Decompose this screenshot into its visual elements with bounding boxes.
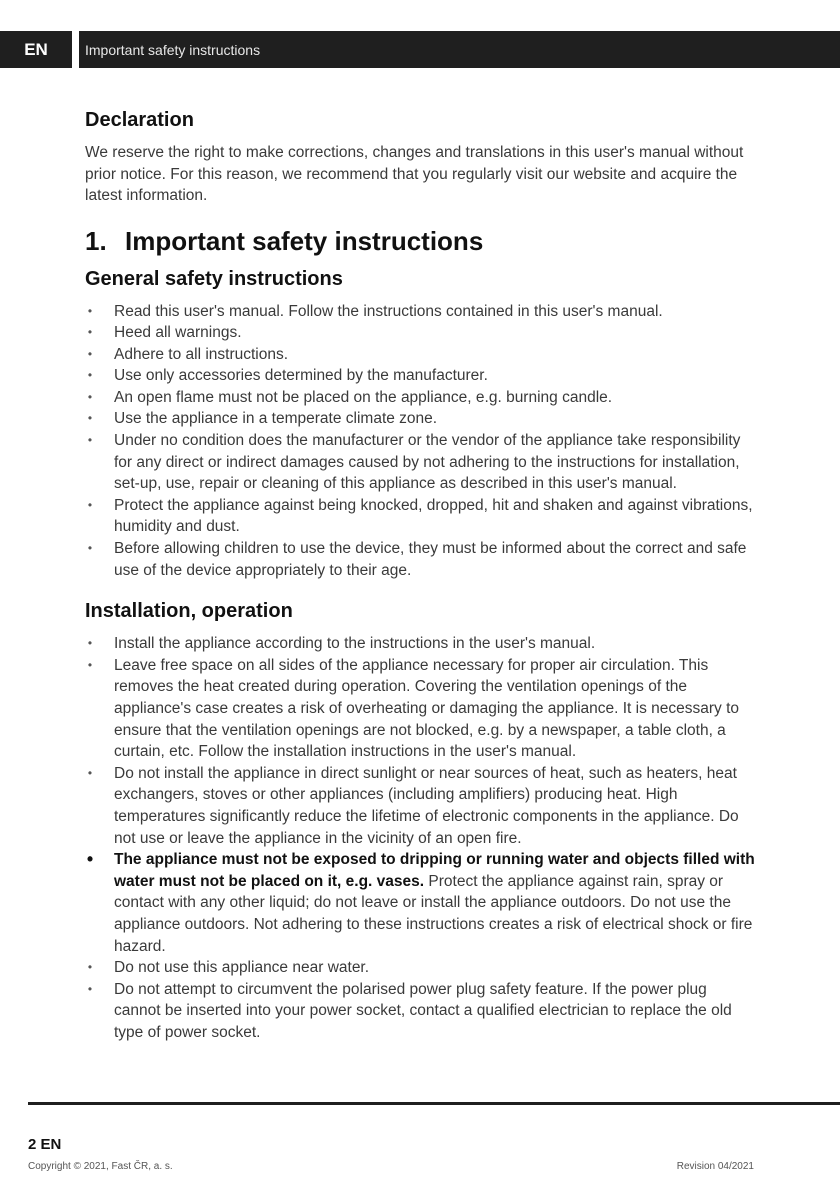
list-item: • Before allowing children to use the device, they must be informed about the correct and safe use of the device appropriately to their age. (85, 538, 757, 581)
bullet-icon: • (87, 346, 93, 361)
bullet-icon: • (87, 389, 93, 404)
revision-text: Revision 04/2021 (676, 1161, 754, 1172)
list-item: • Install the appliance according to the instructions in the user's manual. (85, 633, 757, 655)
bullet-icon: • (87, 765, 93, 780)
warning-text: The appliance must not be exposed to dripping or running water and objects filled with water must not be placed on it, e.g. vases. (114, 851, 755, 890)
bullet-icon: • (87, 497, 93, 512)
bullet-icon: • (87, 541, 93, 556)
list-item: • Heed all warnings. (85, 322, 757, 344)
list-item: • Use the appliance in a temperate climate zone. (85, 408, 757, 430)
list-item: • Do not attempt to circumvent the polarised power plug safety feature. If the power plug cannot be inserted into your power socket, contact a qualified electrician to replace the old type of power socket. (85, 979, 757, 1044)
list-item: • Leave free space on all sides of the appliance necessary for proper air circulation. This removes the heat created during operation. Covering the ventilation openings of the appliance's case creates a risk of overheating or damaging the appliance. It is necessary to ensure that the ventilation openings are not blocked, e.g. by a newspaper, a table cloth, a curtain, etc. Follow the installation instructions in the user's manual. (85, 655, 757, 763)
list-item: • Protect the appliance against being knocked, dropped, hit and shaken and against vibrations, humidity and dust. (85, 495, 757, 538)
declaration-text: We reserve the right to make corrections, changes and translations in this user's manual without prior notice. For this reason, we recommend that you regularly visit our website and acquire the latest information. (85, 144, 744, 204)
bullet-icon: • (87, 368, 93, 383)
list-item: • Adhere to all instructions. (85, 344, 757, 366)
bullet-icon: • (87, 411, 93, 426)
general-list (85, 301, 757, 582)
page-content (85, 108, 757, 1062)
page-number: 2 EN (28, 1136, 62, 1153)
chapter-title-text: Important safety instructions (125, 225, 484, 256)
general-heading: General safety instructions (85, 267, 343, 290)
declaration-heading: Declaration (85, 109, 194, 131)
bullet-icon: • (87, 960, 93, 975)
installation-heading: Installation, operation (85, 600, 293, 623)
header-title: Important safety instructions (79, 31, 840, 68)
chapter-title (85, 225, 757, 257)
list-item: • Under no condition does the manufacturer or the vendor of the appliance take responsibility for any direct or indirect damages caused by not adhering to the instructions for installation, set-up, use, repair or cleaning of this appliance as described in this user's manual. (85, 430, 757, 495)
bullet-icon: • (86, 849, 94, 870)
chapter-number: 1. (85, 225, 107, 256)
list-item: • Use only accessories determined by the manufacturer. (85, 365, 757, 387)
copyright-text: Copyright © 2021, Fast ČR, a. s. (28, 1161, 173, 1172)
list-item: • An open flame must not be placed on the appliance, e.g. burning candle. (85, 387, 757, 409)
list-item: • Read this user's manual. Follow the instructions contained in this user's manual. (85, 301, 757, 323)
bullet-icon: • (87, 303, 93, 318)
list-item: • Do not use this appliance near water. (85, 957, 757, 979)
language-badge: EN (0, 31, 72, 68)
bullet-icon: • (87, 325, 93, 340)
bullet-icon: • (87, 636, 93, 651)
list-item: • Do not install the appliance in direct sunlight or near sources of heat, such as heaters, heat exchangers, stoves or other appliances (including amplifiers) producing heat. High temperatures significantly reduce the lifetime of electronic components in the appliance. Do not use or leave the appliance in the vicinity of an open fire. (85, 763, 757, 849)
page-header (0, 31, 840, 68)
bullet-icon: • (87, 433, 93, 448)
bullet-icon: • (87, 657, 93, 672)
bullet-icon: • (87, 981, 93, 996)
installation-list (85, 633, 757, 1043)
footer-divider (28, 1102, 840, 1105)
warning-rest: Protect the appliance against rain, spray or contact with any other liquid; do not leave or install the appliance outdoors. Do not use the appliance outdoors. Not adhering to these instructions creates a risk of electrical shock or fire hazard. (114, 872, 753, 955)
list-item-warning (85, 849, 757, 957)
